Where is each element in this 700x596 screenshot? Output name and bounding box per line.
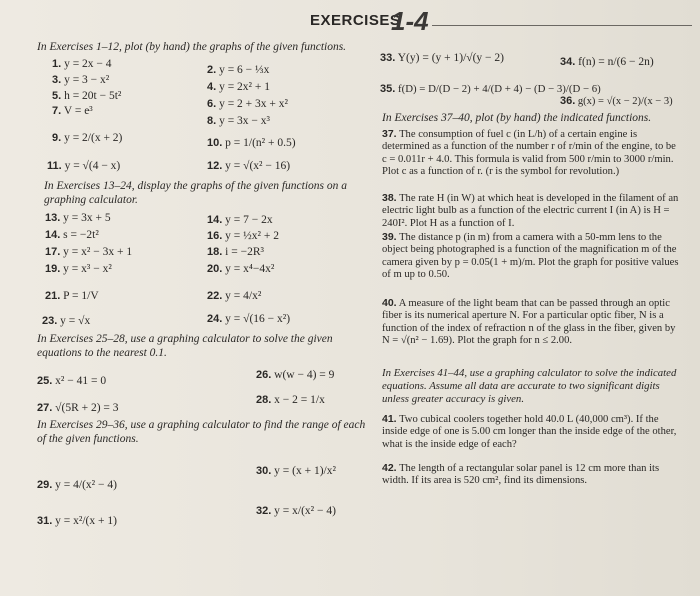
section-number: 1-4 xyxy=(391,6,429,36)
exercise-18: 18. i = −2R³ xyxy=(207,246,264,258)
exercise-4: 4. y = 2x² + 1 xyxy=(207,81,270,93)
exercise-31: 31. y = x²/(x + 1) xyxy=(37,515,117,527)
exercise-37: 37. The consumption of fuel c (in L/h) of a certain engine is determined as a function of the number r of r/min of the engine, to be c = 0.011r + 4.0. This formula is valid from 500 r/min to 3000 r/min. Plot c as a function of r. (r is the symbol for revolution.) xyxy=(382,128,676,178)
exercise-17: 17. y = x² − 3x + 1 xyxy=(45,246,133,258)
exercise-25: 25. x² − 41 = 0 xyxy=(37,375,107,387)
exercise-36: 36. g(x) = √(x − 2)/(x − 3) xyxy=(560,95,673,107)
exercise-33: 33. Y(y) = (y + 1)/√(y − 2) xyxy=(380,52,504,64)
section-title: EXERCISES xyxy=(310,12,401,29)
exercise-39: 39. The distance p (in m) from a camera with a 50-mm lens to the object being photographed is a function of the magnification m of the camera given by p = 0.05(1 + m)/m. Plot the graph for positive values of m up to 0.50. xyxy=(382,231,679,281)
exercise-8: 8. y = 3x − x³ xyxy=(207,115,270,127)
exercise-42: 42. The length of a rectangular solar panel is 12 cm more than its width. If its area is 520 cm², find its dimensions. xyxy=(382,462,660,487)
instructions-25-28: In Exercises 25–28, use a graphing calculator to solve the given equations to the nearest 0.1. xyxy=(37,333,333,359)
exercise-14a: 14. y = 7 − 2x xyxy=(207,214,273,226)
exercise-11: 11. y = √(4 − x) xyxy=(47,160,121,172)
exercise-41: 41. Two cubical coolers together hold 40.0 L (40,000 cm³). If the inside edge of one is 5.00 cm longer than the inside edge of the other, what is the inside edge of each? xyxy=(382,413,677,450)
exercise-29: 29. y = 4/(x² − 4) xyxy=(37,479,117,491)
exercise-35: 35. f(D) = D/(D − 2) + 4/(D + 4) − (D − 3)/(D − 6) xyxy=(380,83,601,95)
instructions-1-12: In Exercises 1–12, plot (by hand) the graphs of the given functions. xyxy=(37,41,347,53)
exercise-3: 3. y = 3 − x² xyxy=(52,74,110,86)
exercise-22: 22. y = 4/x² xyxy=(207,290,262,302)
exercise-20: 20. y = x⁴−4x² xyxy=(207,263,275,275)
instructions-41-44: In Exercises 41–44, use a graphing calculator to solve the indicated equations. Assume all data are accurate to two significant digits unless greater accuracy is given. xyxy=(382,367,677,405)
exercise-12: 12. y = √(x² − 16) xyxy=(207,160,291,172)
exercise-10: 10. p = 1/(n² + 0.5) xyxy=(207,137,296,149)
exercise-26: 26. w(w − 4) = 9 xyxy=(256,369,335,381)
exercise-21: 21. P = 1/V xyxy=(45,290,99,302)
exercise-19: 19. y = x³ − x² xyxy=(45,263,112,275)
header-rule xyxy=(432,25,692,26)
exercise-40: 40. A measure of the light beam that can be passed through an optic fiber is its numerical aperture N. For a particular optic fiber, N is a function of the index of refraction n of the glass in the fiber, given by N = √(n² − 1.69). Plot the graph for n ≤ 2.00. xyxy=(382,297,676,347)
exercise-1: 1. y = 2x − 4 xyxy=(52,58,112,70)
exercise-14b: 14. s = −2t² xyxy=(45,229,99,241)
exercise-2: 2. y = 6 − ⅓x xyxy=(207,64,270,76)
exercise-28: 28. x − 2 = 1/x xyxy=(256,394,325,406)
exercise-38: 38. The rate H (in W) at which heat is developed in the filament of an electric light bulb as a function of the electric current I (in A) is H = 240I². Plot H as a function of I. xyxy=(382,192,679,229)
exercise-32: 32. y = x/(x² − 4) xyxy=(256,505,336,517)
exercise-23: 23. y = √x xyxy=(42,315,91,327)
exercise-6: 6. y = 2 + 3x + x² xyxy=(207,98,288,110)
instructions-29-36: In Exercises 29–36, use a graphing calculator to find the range of each of the given functions. xyxy=(37,419,366,445)
exercise-24: 24. y = √(16 − x²) xyxy=(207,313,291,325)
exercise-30: 30. y = (x + 1)/x² xyxy=(256,465,336,477)
exercise-9: 9. y = 2/(x + 2) xyxy=(52,132,123,144)
instructions-37-40: In Exercises 37–40, plot (by hand) the indicated functions. xyxy=(382,112,652,124)
exercise-34: 34. f(n) = n/(6 − 2n) xyxy=(560,56,654,68)
exercise-7: 7. V = e³ xyxy=(52,105,93,117)
exercise-27: 27. √(5R + 2) = 3 xyxy=(37,402,119,414)
exercise-5: 5. h = 20t − 5t² xyxy=(52,90,122,102)
instructions-13-24: In Exercises 13–24, display the graphs of the given functions on a graphing calculator. xyxy=(44,180,347,206)
exercise-13: 13. y = 3x + 5 xyxy=(45,212,111,224)
exercise-16: 16. y = ½x² + 2 xyxy=(207,230,279,242)
